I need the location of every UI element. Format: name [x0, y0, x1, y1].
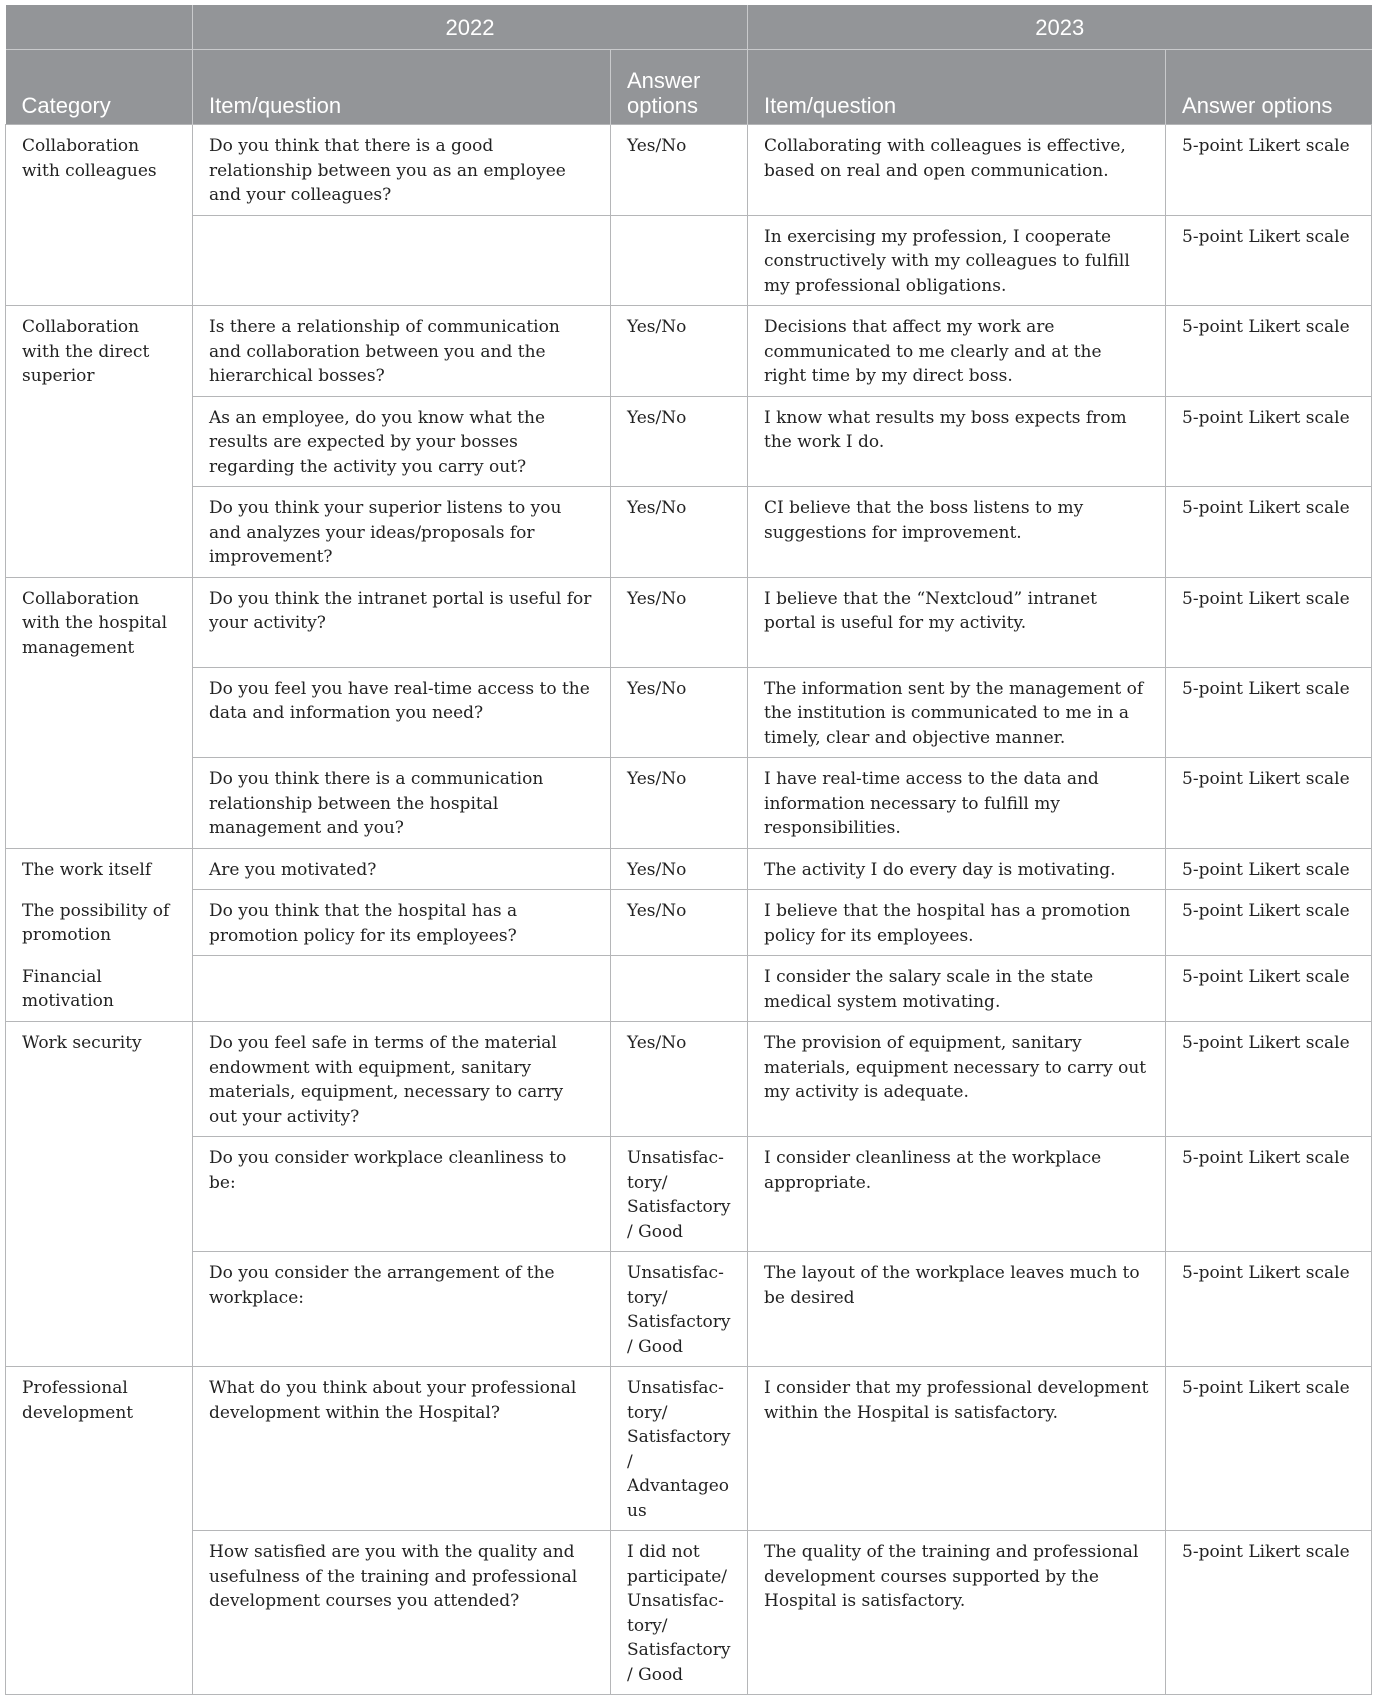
question-2023-cell: I consider that my professional development within the Hospital is satisfactory.: [748, 1367, 1166, 1531]
answer-2022-cell: Yes/No: [611, 125, 748, 216]
question-2023-cell: CI believe that the boss listens to my suggestions for improvement.: [748, 487, 1166, 578]
answer-2022-cell: Yes/No: [611, 848, 748, 890]
answer-2023-cell: 5-point Likert scale: [1166, 125, 1372, 216]
table-row: [6, 1022, 1372, 1137]
table-row: [6, 1137, 1372, 1252]
answer-2022-cell: Yes/No: [611, 1022, 748, 1137]
category-cell: [6, 487, 193, 578]
header-year-2023: 2023: [748, 5, 1372, 50]
table-row: [6, 1367, 1372, 1531]
answer-2022-cell: Yes/No: [611, 890, 748, 956]
question-2022-cell: Do you feel safe in terms of the material endowment with equipment, sanitary materials, equipment, necessary to carry out your activity?: [193, 1022, 611, 1137]
category-cell: [6, 215, 193, 306]
answer-2022-cell: Yes/No: [611, 306, 748, 397]
question-2022-cell: Do you consider the arrangement of the workplace:: [193, 1252, 611, 1367]
survey-items-table: [5, 5, 1372, 1695]
question-2022-cell: Is there a relationship of communication and collaboration between you and the hierarchical bosses?: [193, 306, 611, 397]
question-2022-cell: [193, 956, 611, 1022]
category-cell: Collaboration with colleagues: [6, 125, 193, 216]
question-2023-cell: In exercising my profession, I cooperate constructively with my colleagues to fulfill my professional obligations.: [748, 215, 1166, 306]
question-2022-cell: What do you think about your professional development within the Hospital?: [193, 1367, 611, 1531]
answer-2022-cell: I did not participate/ Unsatisfac-tory/ Satisfactory/ Good: [611, 1531, 748, 1695]
category-cell: Collaboration with the direct superior: [6, 306, 193, 397]
header-category: Category: [6, 50, 193, 125]
category-cell: Collaboration with the hospital management: [6, 577, 193, 667]
table-row: [6, 125, 1372, 216]
question-2023-cell: Collaborating with colleagues is effective, based on real and open communication.: [748, 125, 1166, 216]
column-header-row: [6, 50, 1372, 125]
answer-2022-cell: Unsatisfac-tory/ Satisfactory/ Advantageous: [611, 1367, 748, 1531]
answer-2023-cell: 5-point Likert scale: [1166, 1252, 1372, 1367]
table-row: [6, 215, 1372, 306]
answer-2023-cell: 5-point Likert scale: [1166, 758, 1372, 849]
category-cell: [6, 1252, 193, 1367]
table-row: [6, 1252, 1372, 1367]
answer-2022-cell: Yes/No: [611, 667, 748, 758]
category-cell: The work itself: [6, 848, 193, 890]
answer-2023-cell: 5-point Likert scale: [1166, 306, 1372, 397]
question-2022-cell: As an employee, do you know what the results are expected by your bosses regarding the activity you carry out?: [193, 396, 611, 487]
answer-2022-cell: Unsatisfac-tory/ Satisfactory/ Good: [611, 1252, 748, 1367]
category-cell: Financial motivation: [6, 956, 193, 1022]
question-2023-cell: I consider the salary scale in the state medical system motivating.: [748, 956, 1166, 1022]
header-answer-2022: Answer options: [611, 50, 748, 125]
header-answer-2023: Answer options: [1166, 50, 1372, 125]
question-2022-cell: Do you feel you have real-time access to the data and information you need?: [193, 667, 611, 758]
category-cell: [6, 396, 193, 487]
table-row: [6, 848, 1372, 890]
answer-2023-cell: 5-point Likert scale: [1166, 396, 1372, 487]
question-2023-cell: I consider cleanliness at the workplace appropriate.: [748, 1137, 1166, 1252]
header-item-2023: Item/question: [748, 50, 1166, 125]
header-blank: [6, 5, 193, 50]
answer-2022-cell: [611, 956, 748, 1022]
category-cell: [6, 667, 193, 758]
question-2023-cell: The quality of the training and professional development courses supported by the Hospital is satisfactory.: [748, 1531, 1166, 1695]
answer-2023-cell: 5-point Likert scale: [1166, 1137, 1372, 1252]
table-row: [6, 956, 1372, 1022]
category-cell: [6, 1531, 193, 1695]
question-2023-cell: I have real-time access to the data and information necessary to fulfill my responsibilities.: [748, 758, 1166, 849]
answer-2022-cell: [611, 215, 748, 306]
question-2022-cell: Do you think there is a communication relationship between the hospital management and you?: [193, 758, 611, 849]
answer-2022-cell: Unsatisfac-tory/ Satisfactory/ Good: [611, 1137, 748, 1252]
question-2023-cell: The provision of equipment, sanitary materials, equipment necessary to carry out my activity is adequate.: [748, 1022, 1166, 1137]
answer-2023-cell: 5-point Likert scale: [1166, 890, 1372, 956]
answer-2023-cell: 5-point Likert scale: [1166, 487, 1372, 578]
question-2022-cell: Do you think that the hospital has a promotion policy for its employees?: [193, 890, 611, 956]
question-2022-cell: Do you consider workplace cleanliness to be:: [193, 1137, 611, 1252]
question-2023-cell: The information sent by the management of the institution is communicated to me in a timely, clear and objective manner.: [748, 667, 1166, 758]
answer-2022-cell: Yes/No: [611, 487, 748, 578]
answer-2023-cell: 5-point Likert scale: [1166, 1367, 1372, 1531]
table-row: [6, 1531, 1372, 1695]
question-2022-cell: [193, 215, 611, 306]
year-header-row: [6, 5, 1372, 50]
answer-2023-cell: 5-point Likert scale: [1166, 848, 1372, 890]
answer-2023-cell: 5-point Likert scale: [1166, 667, 1372, 758]
question-2022-cell: How satisfied are you with the quality and usefulness of the training and professional development courses you attended?: [193, 1531, 611, 1695]
question-2023-cell: I believe that the hospital has a promotion policy for its employees.: [748, 890, 1166, 956]
table-row: [6, 306, 1372, 397]
table-row: [6, 890, 1372, 956]
question-2023-cell: I know what results my boss expects from the work I do.: [748, 396, 1166, 487]
question-2023-cell: The layout of the workplace leaves much to be desired: [748, 1252, 1166, 1367]
answer-2023-cell: 5-point Likert scale: [1166, 577, 1372, 667]
category-cell: [6, 1137, 193, 1252]
category-cell: Professional development: [6, 1367, 193, 1531]
category-cell: [6, 758, 193, 849]
answer-2022-cell: Yes/No: [611, 758, 748, 849]
question-2022-cell: Are you motivated?: [193, 848, 611, 890]
table-row: [6, 487, 1372, 578]
question-2023-cell: The activity I do every day is motivating.: [748, 848, 1166, 890]
table-row: [6, 577, 1372, 667]
answer-2022-cell: Yes/No: [611, 577, 748, 667]
question-2022-cell: Do you think the intranet portal is useful for your activity?: [193, 577, 611, 667]
answer-2023-cell: 5-point Likert scale: [1166, 215, 1372, 306]
answer-2023-cell: 5-point Likert scale: [1166, 1531, 1372, 1695]
header-year-2022: 2022: [193, 5, 748, 50]
answer-2023-cell: 5-point Likert scale: [1166, 1022, 1372, 1137]
question-2023-cell: I believe that the “Nextcloud” intranet portal is useful for my activity.: [748, 577, 1166, 667]
table-row: [6, 758, 1372, 849]
header-item-2022: Item/question: [193, 50, 611, 125]
table-row: [6, 396, 1372, 487]
answer-2023-cell: 5-point Likert scale: [1166, 956, 1372, 1022]
table-row: [6, 667, 1372, 758]
category-cell: Work security: [6, 1022, 193, 1137]
question-2022-cell: Do you think your superior listens to you and analyzes your ideas/proposals for improvement?: [193, 487, 611, 578]
question-2022-cell: Do you think that there is a good relationship between you as an employee and your colleagues?: [193, 125, 611, 216]
category-cell: The possibility of promotion: [6, 890, 193, 956]
question-2023-cell: Decisions that affect my work are communicated to me clearly and at the right time by my direct boss.: [748, 306, 1166, 397]
answer-2022-cell: Yes/No: [611, 396, 748, 487]
